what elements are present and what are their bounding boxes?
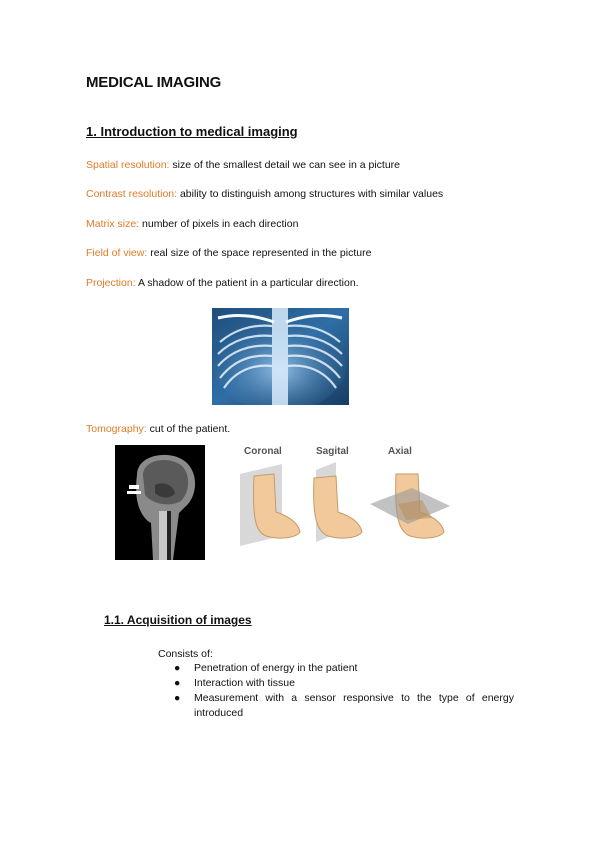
acquisition-steps-list bbox=[174, 661, 514, 721]
list-item-text: Penetration of energy in the patient bbox=[194, 662, 358, 674]
list-item-text: Measurement with a sensor responsive to the type of energy introduced bbox=[194, 692, 514, 719]
definition-text: real size of the space represented in the picture bbox=[147, 247, 372, 259]
bullet-icon: ● bbox=[174, 662, 181, 674]
definition-term: Spatial resolution: bbox=[86, 159, 170, 171]
foot-plane-drawings bbox=[236, 460, 456, 550]
definition-term: Field of view: bbox=[86, 247, 148, 259]
ct-head-scan-image bbox=[115, 445, 205, 560]
definition-text: A shadow of the patient in a particular direction. bbox=[135, 277, 359, 289]
bullet-icon: ● bbox=[174, 692, 181, 704]
definition-term: Matrix size: bbox=[86, 218, 140, 230]
axial-foot-icon bbox=[370, 474, 450, 538]
definition-projection bbox=[86, 277, 359, 289]
definition-text: cut of the patient. bbox=[146, 423, 231, 435]
consists-of-label: Consists of: bbox=[158, 648, 213, 660]
definition-text: size of the smallest detail we can see in a picture bbox=[169, 159, 401, 171]
definition-spatial-resolution bbox=[86, 159, 400, 171]
definition-term: Tomography: bbox=[86, 423, 147, 435]
sagital-foot-icon bbox=[314, 462, 362, 542]
sagital-label: Sagital bbox=[316, 446, 349, 457]
list-item-text: Interaction with tissue bbox=[194, 677, 295, 689]
definition-matrix-size bbox=[86, 218, 298, 230]
anatomical-planes-figure bbox=[236, 446, 456, 556]
definition-term: Projection: bbox=[86, 277, 136, 289]
section-1-1-heading: 1.1. Acquisition of images bbox=[104, 613, 252, 627]
list-item bbox=[174, 691, 514, 721]
definition-field-of-view bbox=[86, 247, 371, 259]
definition-term: Contrast resolution: bbox=[86, 188, 178, 200]
definition-text: ability to distinguish among structures with similar values bbox=[177, 188, 444, 200]
list-item bbox=[174, 661, 514, 676]
axial-label: Axial bbox=[388, 446, 412, 457]
list-item bbox=[174, 676, 514, 691]
definition-tomography bbox=[86, 423, 230, 435]
chest-xray-image bbox=[212, 308, 349, 405]
section-1-heading: 1. Introduction to medical imaging bbox=[86, 124, 298, 139]
bullet-icon: ● bbox=[174, 677, 181, 689]
coronal-label: Coronal bbox=[244, 446, 282, 457]
document-title: MEDICAL IMAGING bbox=[86, 74, 222, 91]
definition-text: number of pixels in each direction bbox=[139, 218, 299, 230]
coronal-foot-icon bbox=[240, 464, 300, 546]
definition-contrast-resolution bbox=[86, 188, 443, 200]
